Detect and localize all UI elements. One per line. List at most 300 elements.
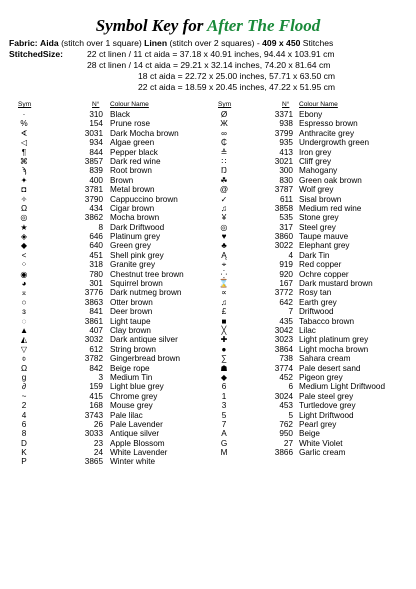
thread-number: 3799 <box>274 128 293 138</box>
colour-name: Pepper black <box>110 147 158 157</box>
thread-number: 301 <box>89 279 103 289</box>
colour-name: Light taupe <box>110 316 151 326</box>
thread-number: 640 <box>89 241 103 251</box>
colour-name: Dark nutmeg brown <box>110 288 182 298</box>
symbol-glyph: ♫ <box>220 297 228 307</box>
thread-number: 3864 <box>274 344 293 354</box>
key-row <box>18 429 218 438</box>
key-row <box>18 166 218 175</box>
colour-name: Chrome grey <box>110 391 158 401</box>
colour-name: Ebony <box>299 110 323 119</box>
colour-name: Medium red wine <box>299 203 362 213</box>
thread-number: 3865 <box>84 457 103 467</box>
symbol-glyph: ≙ <box>220 147 228 157</box>
key-row <box>18 279 218 288</box>
colour-name: Beige rope <box>110 363 150 373</box>
thread-number: 168 <box>89 401 103 411</box>
thread-number: 400 <box>89 175 103 185</box>
thread-number: 154 <box>89 119 103 129</box>
title-prefix: Symbol Key for <box>95 16 204 35</box>
key-row <box>18 138 218 147</box>
colour-name: Dark mustard brown <box>299 279 373 289</box>
colour-name: Gingerbread brown <box>110 354 181 364</box>
right-header-num: N° <box>282 101 290 108</box>
symbol-glyph: A <box>221 429 227 439</box>
thread-number: 3861 <box>84 316 103 326</box>
key-row <box>218 382 416 391</box>
colour-name: Black <box>110 110 131 119</box>
colour-name: Iron grey <box>299 147 332 157</box>
colour-name: Stone grey <box>299 213 339 223</box>
symbol-glyph: ◁ <box>20 138 28 148</box>
colour-name: Tabacco brown <box>299 316 355 326</box>
colour-name: Pale Lavender <box>110 419 163 429</box>
left-key-column <box>18 110 218 467</box>
key-row <box>18 382 218 391</box>
symbol-glyph: ∑ <box>221 354 227 364</box>
key-row <box>218 241 416 250</box>
key-row <box>218 411 416 420</box>
thread-number: 7 <box>288 307 293 317</box>
symbol-glyph: ✓ <box>220 194 228 204</box>
colour-name: Anthracite grey <box>299 128 355 138</box>
symbol-glyph: ◆ <box>220 372 228 382</box>
key-row <box>18 392 218 401</box>
colour-name: Clay brown <box>110 325 151 335</box>
thread-number: 3863 <box>84 297 103 307</box>
symbol-glyph: ₵ <box>221 138 227 148</box>
key-row <box>218 373 416 382</box>
symbol-glyph: 8 <box>21 429 27 439</box>
key-row <box>18 119 218 128</box>
key-row <box>218 298 416 307</box>
key-row <box>218 157 416 166</box>
thread-number: 830 <box>279 175 293 185</box>
colour-name: Pale steel grey <box>299 391 354 401</box>
symbol-glyph: ϡ <box>21 166 27 176</box>
colour-name: Chestnut tree brown <box>110 269 184 279</box>
colour-name: Medium Light Driftwood <box>299 382 386 392</box>
left-header-name: Colour Name <box>110 101 149 108</box>
thread-number: 3862 <box>84 213 103 223</box>
colour-name: Rosy tan <box>299 288 332 298</box>
thread-number: 3024 <box>274 391 293 401</box>
thread-number: 3781 <box>84 185 103 195</box>
colour-name: Dark Tin <box>299 250 330 260</box>
key-row <box>18 439 218 448</box>
key-row <box>218 213 416 222</box>
thread-number: 934 <box>89 138 103 148</box>
symbol-glyph: ◈ <box>20 232 28 242</box>
key-row <box>18 335 218 344</box>
thread-number: 3033 <box>84 429 103 439</box>
key-row <box>218 138 416 147</box>
stitched-size-label: StitchedSize: <box>9 49 63 59</box>
colour-name: Elephant grey <box>299 241 350 251</box>
key-row <box>18 176 218 185</box>
symbol-glyph: 6 <box>221 382 227 392</box>
symbol-glyph: ╳ <box>221 325 227 335</box>
key-row <box>218 307 416 316</box>
colour-name: Beige <box>299 429 320 439</box>
colour-name: Shell pink grey <box>110 250 164 260</box>
colour-name: Dark red wine <box>110 156 161 166</box>
colour-name: Steel grey <box>299 222 336 232</box>
key-row <box>18 345 218 354</box>
fabric-label: Fabric: <box>9 38 38 48</box>
key-row <box>218 448 416 457</box>
colour-name: Deer brown <box>110 307 153 317</box>
key-row <box>18 457 218 466</box>
symbol-glyph: Ą <box>221 250 227 260</box>
key-row <box>18 288 218 297</box>
colour-name: Squirrel brown <box>110 279 163 289</box>
fabric-value: Aida <box>40 38 59 48</box>
thread-number: 435 <box>279 316 293 326</box>
symbol-glyph: Ø <box>220 110 228 119</box>
symbol-glyph: ◆ <box>20 241 28 251</box>
symbol-glyph: 6 <box>21 419 27 429</box>
symbol-glyph: 2 <box>21 401 27 411</box>
colour-name: Pigeon grey <box>299 372 343 382</box>
colour-name: Driftwood <box>299 307 334 317</box>
colour-name: Ochre copper <box>299 269 349 279</box>
colour-name: Light blue grey <box>110 382 164 392</box>
thread-number: 434 <box>89 203 103 213</box>
key-row <box>218 279 416 288</box>
thread-number: 3772 <box>274 288 293 298</box>
symbol-glyph: ◕ <box>21 279 27 289</box>
symbol-glyph: 1 <box>221 391 227 401</box>
colour-name: Pale desert sand <box>299 363 361 373</box>
symbol-glyph: £ <box>221 307 227 317</box>
thread-number: 535 <box>279 213 293 223</box>
thread-number: 3023 <box>274 335 293 345</box>
size-line: 22 ct linen / 11 ct aida = 37.18 x 40.91 inches, 94.44 x 103.91 cm <box>87 49 335 59</box>
key-row <box>18 270 218 279</box>
thread-number: 612 <box>89 344 103 354</box>
symbol-glyph: ◎ <box>220 222 228 232</box>
key-row <box>218 364 416 373</box>
colour-name: Algae green <box>110 138 155 148</box>
symbol-glyph: ☘ <box>220 175 228 185</box>
thread-number: 3857 <box>84 156 103 166</box>
colour-name: Light mocha brown <box>299 344 369 354</box>
symbol-glyph: ∞ <box>221 128 227 138</box>
thread-number: 451 <box>89 250 103 260</box>
key-row <box>18 326 218 335</box>
thread-number: 842 <box>89 363 103 373</box>
symbol-glyph: ✦ <box>20 175 28 185</box>
key-row <box>218 401 416 410</box>
symbol-glyph: Ω <box>20 363 28 373</box>
symbol-glyph: ○ <box>21 297 27 307</box>
key-row <box>218 204 416 213</box>
thread-number: 26 <box>93 419 103 429</box>
symbol-glyph: ● <box>221 344 227 354</box>
thread-number: 317 <box>279 222 293 232</box>
symbol-glyph: 7 <box>221 419 227 429</box>
thread-number: 841 <box>89 307 103 317</box>
colour-name: Mahogany <box>299 166 338 176</box>
thread-number: 4 <box>288 250 293 260</box>
fabric-note2: (stitch over 2 squares) - <box>169 38 260 48</box>
thread-number: 646 <box>89 232 103 242</box>
symbol-glyph: ⌛ <box>218 279 230 289</box>
colour-name: Dark antique silver <box>110 335 178 345</box>
size-line: 22 ct aida = 18.59 x 20.45 inches, 47.22 x 51.95 cm <box>138 82 336 92</box>
key-row <box>18 307 218 316</box>
fabric-line <box>9 38 333 48</box>
colour-name: Pearl grey <box>299 419 337 429</box>
thread-number: 27 <box>283 438 293 448</box>
thread-number: 415 <box>89 391 103 401</box>
key-row <box>18 373 218 382</box>
colour-name: Red copper <box>299 260 342 270</box>
thread-number: 3774 <box>274 363 293 373</box>
thread-number: 3866 <box>274 448 293 458</box>
symbol-glyph: ◉ <box>20 269 28 279</box>
key-row <box>218 251 416 260</box>
thread-number: 919 <box>279 260 293 270</box>
key-row <box>18 185 218 194</box>
thread-number: 3787 <box>274 185 293 195</box>
thread-number: 3371 <box>274 110 293 119</box>
colour-name: Espresso brown <box>299 119 358 129</box>
colour-name: Antique silver <box>110 429 160 439</box>
key-row <box>18 420 218 429</box>
thread-number: 23 <box>93 438 103 448</box>
thread-number: 5 <box>288 410 293 420</box>
thread-number: 839 <box>89 166 103 176</box>
symbol-glyph: ɜ <box>22 307 26 317</box>
key-row <box>18 251 218 260</box>
symbol-glyph: ♣ <box>221 241 227 251</box>
key-row <box>218 119 416 128</box>
symbol-glyph: ∷ <box>221 156 227 166</box>
colour-name: Granite grey <box>110 260 156 270</box>
thread-number: 3860 <box>274 232 293 242</box>
symbol-glyph: % <box>20 119 28 129</box>
colour-name: Prune rose <box>110 119 151 129</box>
key-row <box>218 232 416 241</box>
thread-number: 452 <box>279 372 293 382</box>
size-line: 28 ct linen / 14 ct aida = 29.21 x 32.14 inches, 74.20 x 81.64 cm <box>87 60 331 70</box>
thread-number: 300 <box>279 166 293 176</box>
key-row <box>218 335 416 344</box>
key-row <box>218 166 416 175</box>
key-row <box>218 176 416 185</box>
thread-number: 3743 <box>84 410 103 420</box>
colour-name: Sisal brown <box>299 194 342 204</box>
thread-number: 938 <box>279 119 293 129</box>
symbol-glyph: Ŋ <box>221 166 227 176</box>
key-row <box>218 148 416 157</box>
thread-number: 3042 <box>274 325 293 335</box>
symbol-glyph: ✧ <box>20 194 28 204</box>
thread-number: 8 <box>98 222 103 232</box>
right-header-sym: Sym <box>218 101 232 108</box>
colour-name: Lilac <box>299 325 316 335</box>
symbol-glyph: ▽ <box>20 344 28 354</box>
thread-number: 413 <box>279 147 293 157</box>
page-title <box>0 16 416 36</box>
key-row <box>218 326 416 335</box>
colour-name: Earth grey <box>299 297 337 307</box>
key-row <box>18 411 218 420</box>
symbol-glyph: ♫ <box>220 203 228 213</box>
thread-number: 3021 <box>274 156 293 166</box>
key-row <box>218 439 416 448</box>
thread-number: 407 <box>89 325 103 335</box>
colour-name: Medium Tin <box>110 372 153 382</box>
symbol-glyph: ▲ <box>19 325 29 335</box>
key-row <box>218 260 416 269</box>
fabric-note1: (stitch over 1 square) <box>61 38 142 48</box>
key-row <box>18 298 218 307</box>
symbol-glyph: ◎ <box>20 213 28 223</box>
key-row <box>18 223 218 232</box>
key-row <box>18 213 218 222</box>
colour-name: Platinum grey <box>110 232 161 242</box>
symbol-glyph: ♥ <box>221 232 227 242</box>
symbol-glyph: g <box>21 372 27 382</box>
symbol-glyph: 3 <box>221 401 227 411</box>
colour-name: Apple Blossom <box>110 438 165 448</box>
colour-name: Sahara cream <box>299 354 351 364</box>
symbol-glyph: < <box>21 250 27 260</box>
key-row <box>18 110 218 119</box>
colour-name: Light Driftwood <box>299 410 354 420</box>
colour-name: Metal brown <box>110 185 155 195</box>
key-row <box>218 223 416 232</box>
key-row <box>218 270 416 279</box>
symbol-glyph: ⁛ <box>220 269 228 279</box>
symbol-glyph: @ <box>219 185 229 195</box>
thread-number: 950 <box>279 429 293 439</box>
thread-number: 159 <box>89 382 103 392</box>
colour-name: Brown <box>110 175 134 185</box>
key-row <box>218 110 416 119</box>
symbol-glyph: ∂ <box>21 382 27 392</box>
key-row <box>18 401 218 410</box>
key-row <box>18 204 218 213</box>
key-row <box>18 195 218 204</box>
key-row <box>18 232 218 241</box>
thread-number: 167 <box>279 279 293 289</box>
thread-number: 24 <box>93 448 103 458</box>
thread-number: 780 <box>89 269 103 279</box>
thread-number: 3790 <box>84 194 103 204</box>
symbol-glyph: Ω <box>20 203 28 213</box>
key-row <box>18 157 218 166</box>
symbol-glyph: ⌘ <box>19 156 29 166</box>
symbol-glyph: ⌖ <box>221 260 227 270</box>
symbol-glyph: ∢ <box>20 128 28 138</box>
thread-number: 738 <box>279 354 293 364</box>
thread-number: 310 <box>89 110 103 119</box>
colour-name: Cliff grey <box>299 156 332 166</box>
colour-name: Green oak brown <box>299 175 362 185</box>
left-header-sym: Sym <box>18 101 32 108</box>
thread-number: 3782 <box>84 354 103 364</box>
colour-name: Dark Mocha brown <box>110 128 179 138</box>
key-row <box>18 241 218 250</box>
thread-number: 762 <box>279 419 293 429</box>
colour-name: String brown <box>110 344 156 354</box>
colour-name: Taupe mauve <box>299 232 349 242</box>
key-row <box>18 364 218 373</box>
symbol-glyph: D <box>21 438 27 448</box>
right-header-name: Colour Name <box>299 101 338 108</box>
key-row <box>18 260 218 269</box>
key-row <box>18 317 218 326</box>
thread-number: 3858 <box>274 203 293 213</box>
thread-number: 6 <box>288 382 293 392</box>
left-header-num: N° <box>92 101 100 108</box>
key-row <box>18 129 218 138</box>
symbol-glyph: ★ <box>20 222 28 232</box>
colour-name: Root brown <box>110 166 152 176</box>
key-row <box>218 288 416 297</box>
symbol-glyph: M <box>220 448 228 458</box>
thread-number: 3031 <box>84 128 103 138</box>
symbol-glyph: ⁘ <box>20 260 28 270</box>
symbol-glyph: ∝ <box>221 288 227 298</box>
colour-name: Winter white <box>110 457 156 467</box>
symbol-glyph: P <box>21 457 27 467</box>
thread-number: 642 <box>279 297 293 307</box>
key-row <box>218 195 416 204</box>
title-highlight: After The Flood <box>206 16 321 35</box>
key-row <box>18 448 218 457</box>
size-line: 18 ct aida = 22.72 x 25.00 inches, 57.71 x 63.50 cm <box>138 71 336 81</box>
symbol-glyph: 5 <box>221 410 227 420</box>
colour-name: Wolf grey <box>299 185 334 195</box>
symbol-glyph: ¥ <box>221 213 227 223</box>
key-row <box>218 185 416 194</box>
colour-name: Light platinum grey <box>299 335 369 345</box>
key-row <box>218 345 416 354</box>
right-key-column <box>218 110 416 457</box>
symbol-glyph: ⌽ <box>21 354 27 364</box>
key-row <box>218 129 416 138</box>
symbol-glyph: ◭ <box>20 335 28 345</box>
key-row <box>218 429 416 438</box>
colour-name: Turtledove grey <box>299 401 356 411</box>
symbol-glyph: ☗ <box>220 363 228 373</box>
colour-name: Undergrowth green <box>299 138 370 148</box>
symbol-glyph: ¶ <box>21 147 27 157</box>
thread-number: 844 <box>89 147 103 157</box>
key-row <box>218 354 416 363</box>
symbol-glyph: ✚ <box>220 335 228 345</box>
colour-name: Cappuccino brown <box>110 194 178 204</box>
colour-name: Otter brown <box>110 297 153 307</box>
thread-number: 453 <box>279 401 293 411</box>
thread-number: 318 <box>89 260 103 270</box>
key-row <box>18 148 218 157</box>
thread-number: 611 <box>279 194 293 204</box>
symbol-glyph: Ж <box>220 119 228 129</box>
key-row <box>218 392 416 401</box>
fabric-value2: Linen <box>144 38 168 48</box>
thread-number: 3022 <box>274 241 293 251</box>
fabric-stitches-label: Stitches <box>302 38 334 48</box>
colour-name: Pale lilac <box>110 410 143 420</box>
symbol-glyph: G <box>220 438 228 448</box>
thread-number: 920 <box>279 269 293 279</box>
